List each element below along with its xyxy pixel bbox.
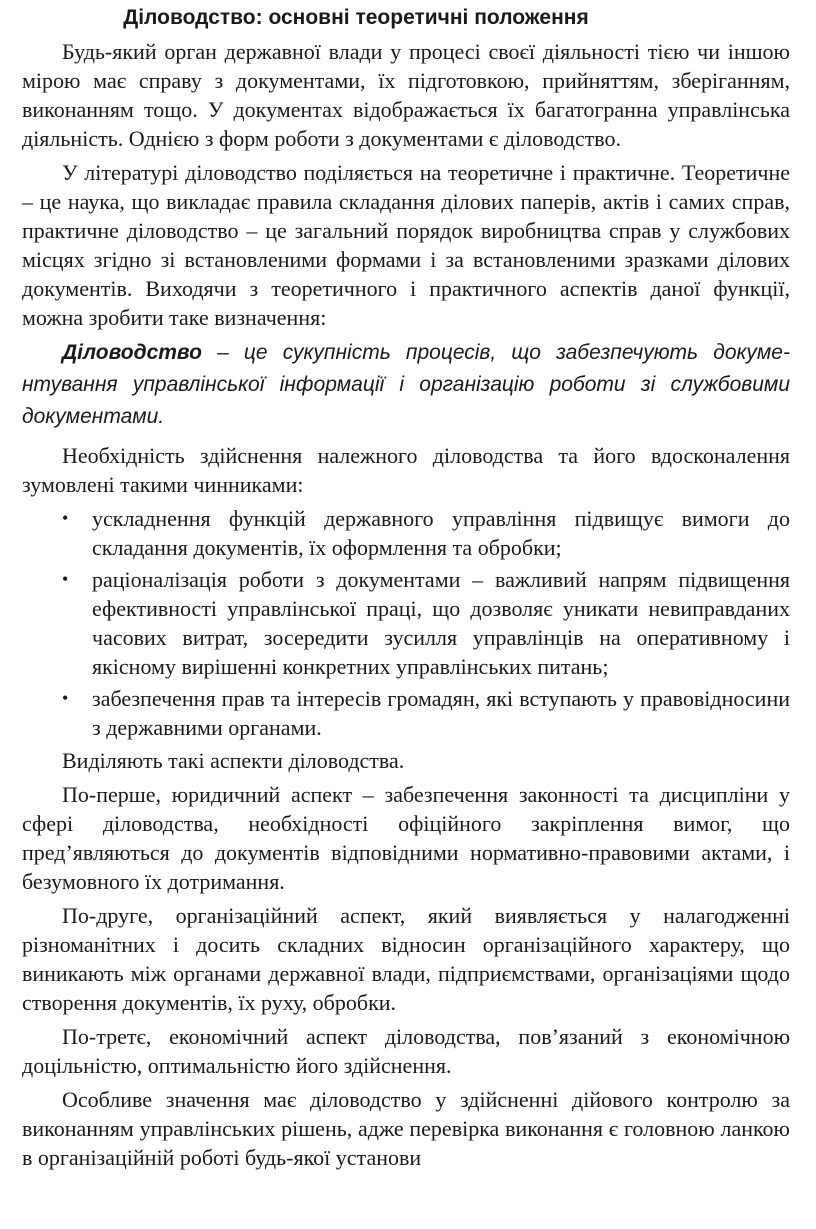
bullet-icon: • — [62, 569, 69, 589]
definition-paragraph — [22, 337, 790, 433]
document-page — [22, 0, 790, 1177]
paragraph-legal-aspect: По-перше, юридичний аспект – забезпечення законності та дисципліни у сфері діловодства, необхідності офіційного закріплення вимог, що пред’являються до документів відповідними нормативно-правовими актами, і безумовного їх дотримання. — [22, 782, 790, 894]
paragraph-intro: Будь-який орган державної влади у процесі своєї діяльності тією чи іншою мірою має справу з документами, їх підготовкою, прийняттям, зберіганням, виконанням тощо. У документах відображається їх багатогранна управлінська діяльність. Однією з форм роботи з документами є діловодство. — [22, 39, 790, 151]
paragraph-types: У літературі діловодство поділяється на теоретичне і практичне. Теоретичне – це наука, що викладає правила складання ділових паперів, актів і самих справ, практичне діловодство – це загальний порядок виробництва справ у службових місцях згідно зі встановленими формами і за встановленими зразками ділових документів. Виходячи з теоретичного і практичного аспектів даної функції, можна зробити таке визначення: — [22, 160, 790, 330]
list-item-text: забезпечення прав та інтересів громадян, які вступають у правовідносини з державними органами. — [92, 686, 790, 740]
definition-term: Діловодство — [62, 341, 202, 364]
list-item-text: ускладнення функцій державного управління підвищує вимоги до складання документів, їх оформлення та обробки; — [92, 506, 790, 560]
paragraph-economic-aspect: По-третє, економічний аспект діловодства, пов’язаний з економічною доцільністю, оптимальністю його здійснення. — [22, 1024, 790, 1078]
paragraph-factors: Необхідність здійснення належного діловодства та його вдосконалення зумовлені такими чинниками: — [22, 443, 790, 497]
list-item-text: раціоналізація роботи з документами – важливий напрям підвищення ефективності управлінської праці, що дозволяє уникати невиправданих часових витрат, зосередити зусилля управлінців на оперативному і якісному вирішенні конкретних управлінських питань; — [92, 567, 790, 679]
paragraph-control: Особливе значення має діловодство у здійсненні дійового контролю за виконанням управлінських рішень, адже перевірка виконання є головною ланкою в організаційній роботі будь-якої установи — [22, 1087, 790, 1170]
paragraph-organizational-aspect: По-друге, організаційний аспект, який виявляється у налагодженні різноманітних і досить складних відносин організаційного характеру, що виникають між органами державної влади, підприємствами, організаціями щодо створення документів, їх руху, обробки. — [22, 903, 790, 1015]
list-item — [22, 684, 790, 742]
bullet-icon: • — [62, 508, 69, 528]
paragraph-aspects: Виділяють такі аспекти діловодства. — [62, 748, 405, 773]
page-title: Діловодство: основні теоретичні положення — [123, 6, 589, 29]
list-item — [22, 565, 790, 681]
definition-text: – це сукупність процесів, що забезпечують документування управлінської інформації і організацію роботи зі службовими документами. — [22, 341, 790, 428]
list-item — [22, 504, 790, 562]
factors-list — [22, 504, 790, 742]
bullet-icon: • — [62, 688, 69, 708]
